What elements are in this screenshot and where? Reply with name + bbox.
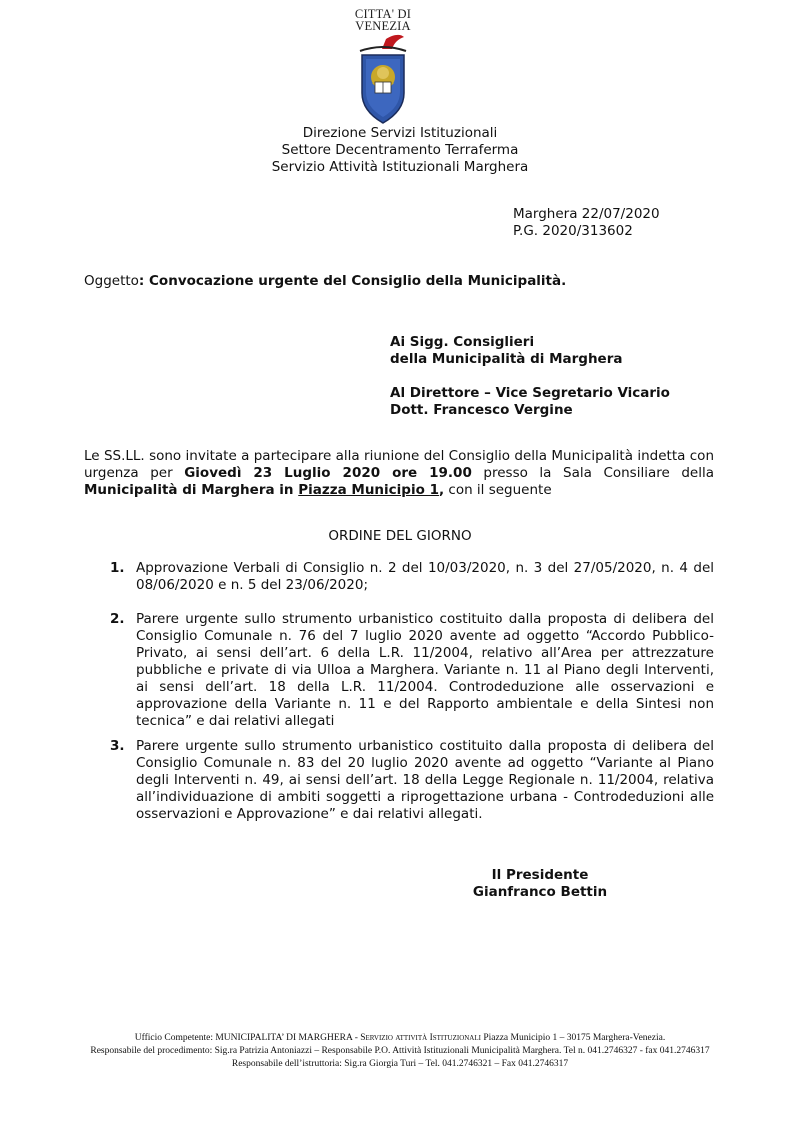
agenda-item-text: Approvazione Verbali di Consiglio n. 2 del 10/03/2020, n. 3 del 27/05/2020, n. 4 del 08/06/2020 e n. 5 del 23/06/2020;	[136, 560, 714, 593]
convocation-paragraph	[84, 448, 714, 499]
agenda-item-number: 3.	[110, 738, 125, 754]
body-part-3: con il seguente	[444, 482, 552, 498]
footer-office: Ufficio Competente: MUNICIPALITA’ DI MARGHERA -	[134, 1033, 361, 1043]
agenda-item-text: Parere urgente sullo strumento urbanistico costituito dalla proposta di delibera del Consiglio Comunale n. 76 del 7 luglio 2020 avente ad oggetto “Accordo Pubblico-Privato, ai sensi dell’art. 6 della L.R. 11/2004, relativo all’Area per attrezzature pubbliche e private di via Ulloa a Marghera. Variante n. 11 al Piano degli Interventi, ai sensi dell’art. 18 della L.R. 11/2004. Controdeduzione alle osservazioni e approvazione della Variante n. 11 e del Rapporto ambientale e della Sintesi non tecnica” e dai relativi allegati	[136, 611, 714, 729]
signature-role: Il Presidente	[491, 867, 589, 883]
agenda-item-number: 2.	[110, 611, 125, 627]
recipient-1-line-1: Ai Sigg. Consiglieri	[390, 334, 535, 350]
meeting-place-suffix: ,	[438, 482, 445, 498]
meeting-place-prefix: Municipalità di Marghera in	[84, 482, 299, 498]
footer-line-1	[0, 1032, 800, 1045]
agenda-item	[110, 738, 714, 823]
meeting-place	[84, 482, 444, 498]
agenda-item-number: 1.	[110, 560, 125, 576]
footer	[0, 1032, 800, 1071]
subject-text: : Convocazione urgente del Consiglio della Municipalità.	[138, 273, 567, 289]
agenda-item-text: Parere urgente sullo strumento urbanistico costituito dalla proposta di delibera del Consiglio Comunale n. 83 del 20 luglio 2020 avente ad oggetto “Variante al Piano degli Interventi n. 49, ai sensi dell’art. 18 della Legge Regionale n. 11/2004, relativa all’individuazione di ambiti soggetti a riprogettazione urbana - Controdeduzioni alle osservazioni e Approvazione” e dai relativi allegati.	[136, 738, 714, 822]
date-line: Marghera 22/07/2020	[513, 206, 660, 222]
logo-line-2: VENEZIA	[355, 19, 411, 33]
city-logo	[348, 8, 418, 128]
body-part-1: Le SS.LL. sono invitate a partecipare alla riunione del Consiglio della Municipalità indetta con urgenza per	[84, 448, 714, 481]
meeting-address: Piazza Municipio 1	[298, 482, 439, 498]
recipient-1-line-2: della Municipalità di Marghera	[390, 351, 623, 367]
signature-block	[460, 867, 620, 901]
protocol-line: P.G. 2020/313602	[513, 223, 633, 239]
agenda-item	[110, 560, 714, 594]
body-part-2: presso la Sala Consiliare della	[471, 465, 715, 481]
office-line-2: Settore Decentramento Terraferma	[281, 142, 519, 158]
recipient-2-line-2: Dott. Francesco Vergine	[390, 402, 573, 418]
meeting-datetime: Giovedì 23 Luglio 2020 ore 19.00	[184, 465, 472, 481]
footer-service: Servizio attività Istituzionali	[360, 1033, 481, 1043]
office-line-1: Direzione Servizi Istituzionali	[302, 125, 498, 141]
venezia-crest-icon	[352, 33, 414, 128]
footer-line-3: Responsabile dell’istruttoria: Sig.ra Giorgia Turi – Tel. 041.2746321 – Fax 041.2746317	[231, 1059, 569, 1069]
office-line-3: Servizio Attività Istituzionali Marghera	[271, 159, 529, 175]
subject-label: Oggetto	[84, 273, 139, 289]
recipients	[390, 334, 670, 419]
agenda-item	[110, 611, 714, 730]
footer-line-2: Responsabile del procedimento: Sig.ra Patrizia Antoniazzi – Responsabile P.O. Attività Istituzionali Municipalità Marghera. Tel n. 041.2746327 - fax 041.2746317	[90, 1046, 710, 1056]
footer-address: Piazza Municipio 1 – 30175 Marghera-Venezia.	[480, 1033, 666, 1043]
signature-name: Gianfranco Bettin	[472, 884, 608, 900]
date-protocol	[513, 206, 660, 240]
office-heading	[0, 125, 800, 176]
agenda-title: ORDINE DEL GIORNO	[328, 528, 472, 544]
logo-line-1: CITTA' DI	[354, 7, 412, 21]
recipient-2-line-1: Al Direttore – Vice Segretario Vicario	[390, 385, 670, 401]
subject-line	[84, 273, 566, 289]
